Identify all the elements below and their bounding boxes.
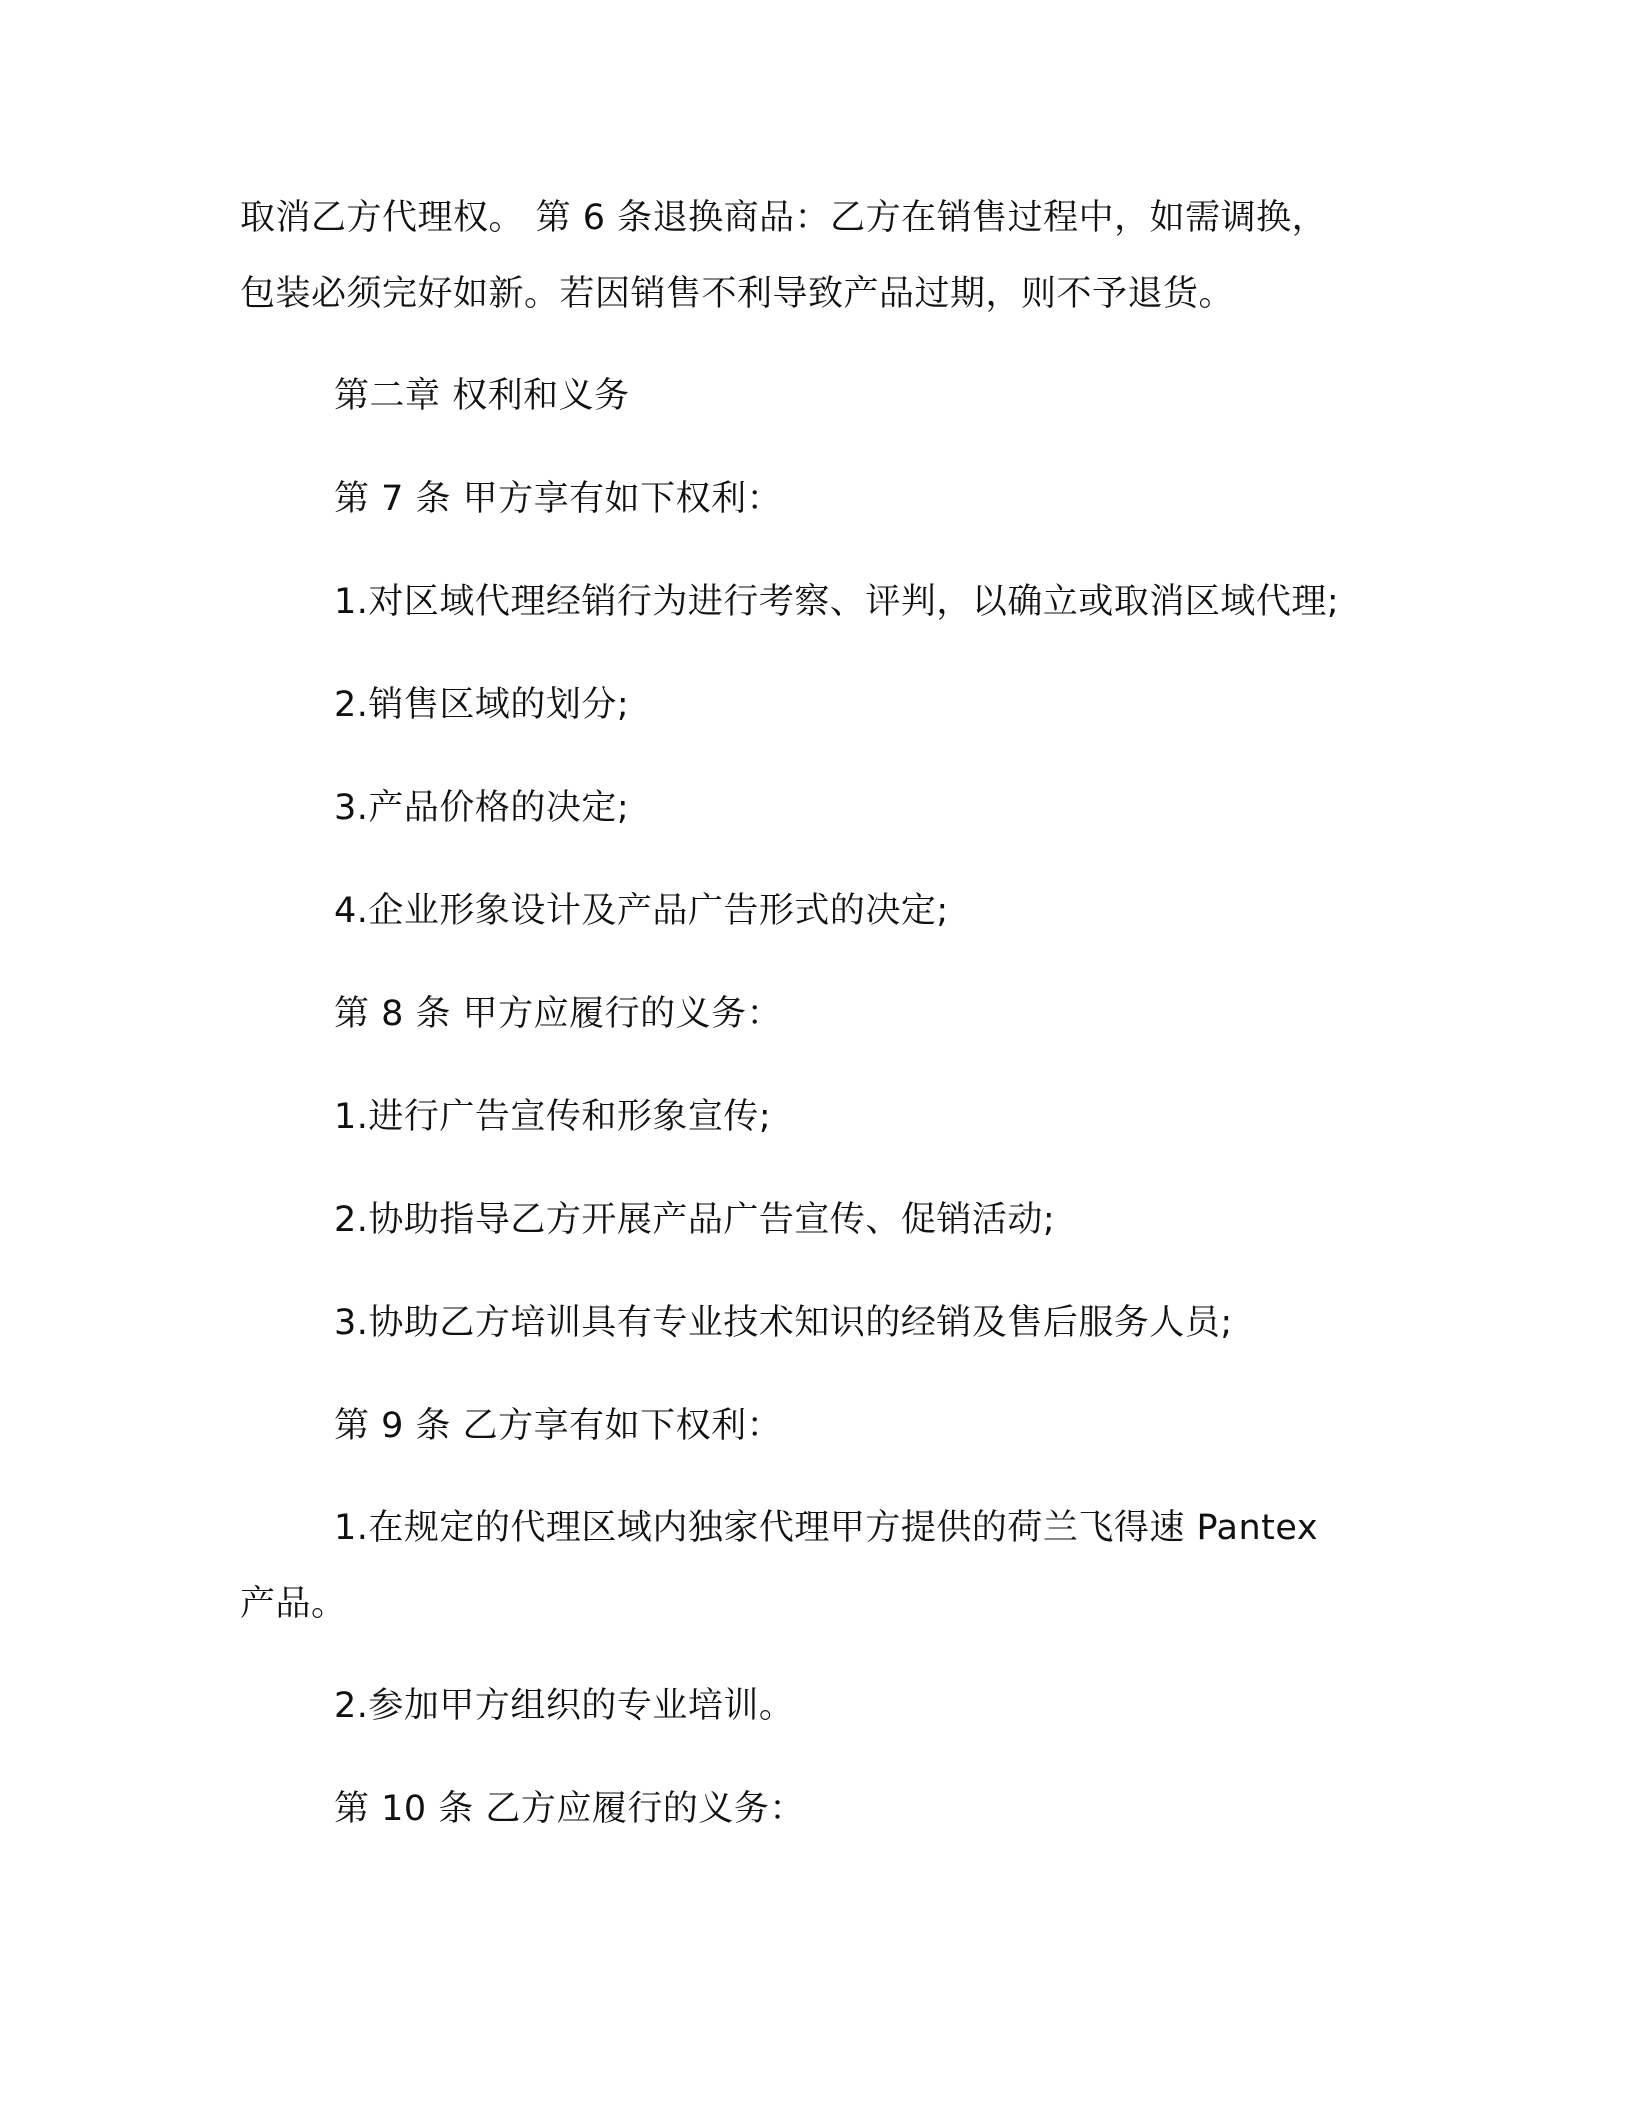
article-10-heading: 第 10 条 乙方应履行的义务：: [334, 1789, 805, 1829]
article-7-item-3: 3.产品价格的决定;: [334, 788, 630, 828]
article-8-heading: 第 8 条 甲方应履行的义务：: [334, 994, 783, 1034]
article-7-item-2: 2.销售区域的划分;: [334, 685, 630, 725]
article-9-item-1: 1.在规定的代理区域内独家代理甲方提供的荷兰飞得速 Pantex: [334, 1508, 1319, 1548]
article-9-item-2: 2.参加甲方组织的专业培训。: [334, 1686, 795, 1726]
chapter-heading: 第二章 权利和义务: [334, 376, 630, 416]
article-7-item-4: 4.企业形象设计及产品广告形式的决定;: [334, 891, 949, 931]
article-7-heading: 第 7 条 甲方享有如下权利：: [334, 479, 783, 519]
article-9-heading: 第 9 条 乙方享有如下权利：: [334, 1406, 783, 1446]
article-8-item-2: 2.协助指导乙方开展产品广告宣传、促销活动;: [334, 1200, 1056, 1240]
paragraph-line-1: 取消乙方代理权。 第 6 条退换商品：乙方在销售过程中，如需调换，: [240, 198, 1328, 238]
paragraph-line-2: 包装必须完好如新。若因销售不利导致产品过期，则不予退货。: [240, 274, 1235, 314]
article-7-item-1: 1.对区域代理经销行为进行考察、评判，以确立或取消区域代理;: [334, 582, 1340, 622]
article-8-item-1: 1.进行广告宣传和形象宣传;: [334, 1097, 772, 1137]
article-8-item-3: 3.协助乙方培训具有专业技术知识的经销及售后服务人员;: [334, 1303, 1233, 1343]
article-9-item-1-continued: 产品。: [240, 1584, 347, 1624]
